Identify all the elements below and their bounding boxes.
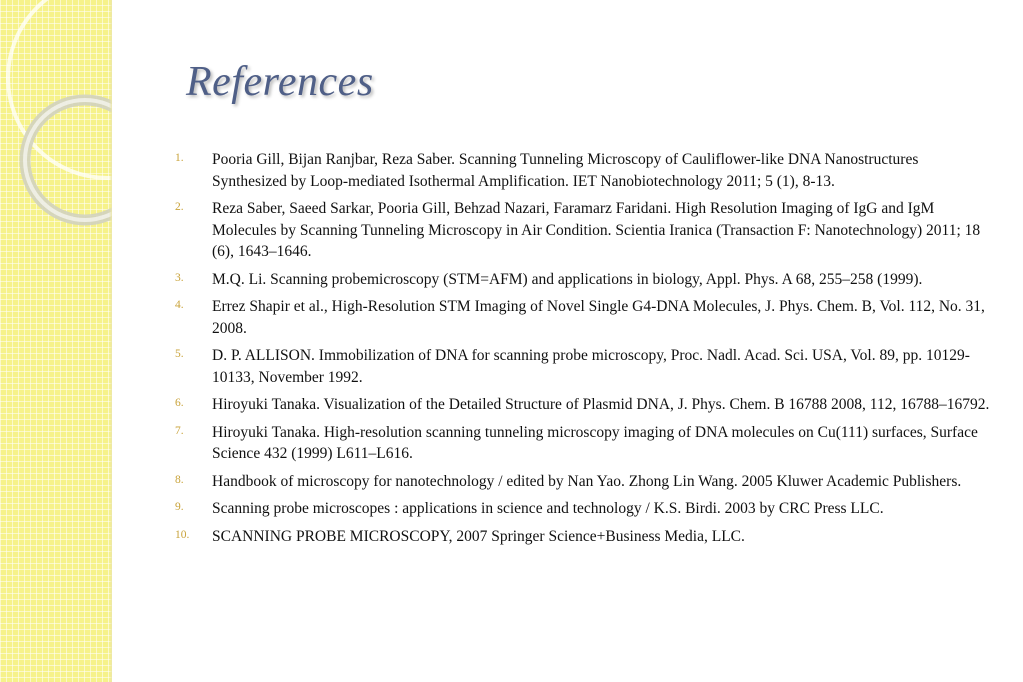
- reference-text: SCANNING PROBE MICROSCOPY, 2007 Springer Science+Business Media, LLC.: [212, 527, 745, 545]
- reference-text: D. P. ALLISON. Immobilization of DNA for scanning probe microscopy, Proc. Nadl. Acad. Sci. USA, Vol. 89, pp. 10129-10133, November 1992.: [212, 347, 970, 386]
- reference-number: 3.: [175, 271, 184, 284]
- reference-list: [175, 149, 995, 553]
- reference-text: M.Q. Li. Scanning probemicroscopy (STM=AFM) and applications in biology, Appl. Phys. A 68, 255–258 (1999).: [212, 270, 923, 288]
- reference-item: [175, 498, 995, 520]
- reference-item: [175, 149, 995, 192]
- page-title: References: [186, 59, 374, 105]
- reference-number: 6.: [175, 397, 184, 409]
- decorative-circles: [0, 0, 112, 682]
- reference-text: Hiroyuki Tanaka. Visualization of the Detailed Structure of Plasmid DNA, J. Phys. Chem. B 16788 2008, 112, 16788–16792.: [212, 396, 990, 413]
- reference-item: [175, 345, 995, 388]
- reference-text: Reza Saber, Saeed Sarkar, Pooria Gill, Behzad Nazari, Faramarz Faridani. High Resolution Imaging of IgG and IgM Molecules by Scanning Tunneling Microscopy in Air Condition. Scientia Iranica (Transaction F: Nanotechnology) 2011; 18 (6), 1643–1646.: [212, 200, 981, 260]
- reference-number: 2.: [175, 201, 184, 213]
- reference-number: 7.: [175, 424, 184, 437]
- reference-item: [175, 269, 995, 291]
- decorative-ring-small: [25, 100, 112, 220]
- reference-number: 10.: [175, 528, 190, 541]
- reference-item: [175, 198, 995, 263]
- reference-number: 1.: [175, 152, 184, 164]
- reference-text: Handbook of microscopy for nanotechnology / edited by Nan Yao. Zhong Lin Wang. 2005 Kluwer Academic Publishers.: [212, 472, 962, 490]
- reference-text: Errez Shapir et al., High-Resolution STM Imaging of Novel Single G4-DNA Molecules, J. Phys. Chem. B, Vol. 112, No. 31, 2008.: [212, 298, 985, 337]
- reference-text: Scanning probe microscopes : applications in science and technology / K.S. Birdi. 2003 by CRC Press LLC.: [212, 500, 884, 517]
- reference-item: [175, 471, 995, 493]
- reference-text: Hiroyuki Tanaka. High-resolution scanning tunneling microscopy imaging of DNA molecules on Cu(111) surfaces, Surface Science 432 (1999) L611–L616.: [212, 423, 978, 462]
- reference-item: [175, 394, 995, 416]
- decorative-side-panel: [0, 0, 112, 682]
- reference-number: 4.: [175, 299, 184, 311]
- reference-text: Pooria Gill, Bijan Ranjbar, Reza Saber. Scanning Tunneling Microscopy of Cauliflower-like DNA Nanostructures Synthesized by Loop-mediated Isothermal Amplification. IET Nanobiotechnology 2011; 5 (1), 8-13.: [212, 151, 919, 190]
- reference-number: 5.: [175, 348, 184, 360]
- reference-item: [175, 422, 995, 465]
- reference-item: [175, 296, 995, 339]
- reference-item: [175, 526, 995, 548]
- reference-number: 8.: [175, 473, 184, 486]
- reference-number: 9.: [175, 501, 184, 513]
